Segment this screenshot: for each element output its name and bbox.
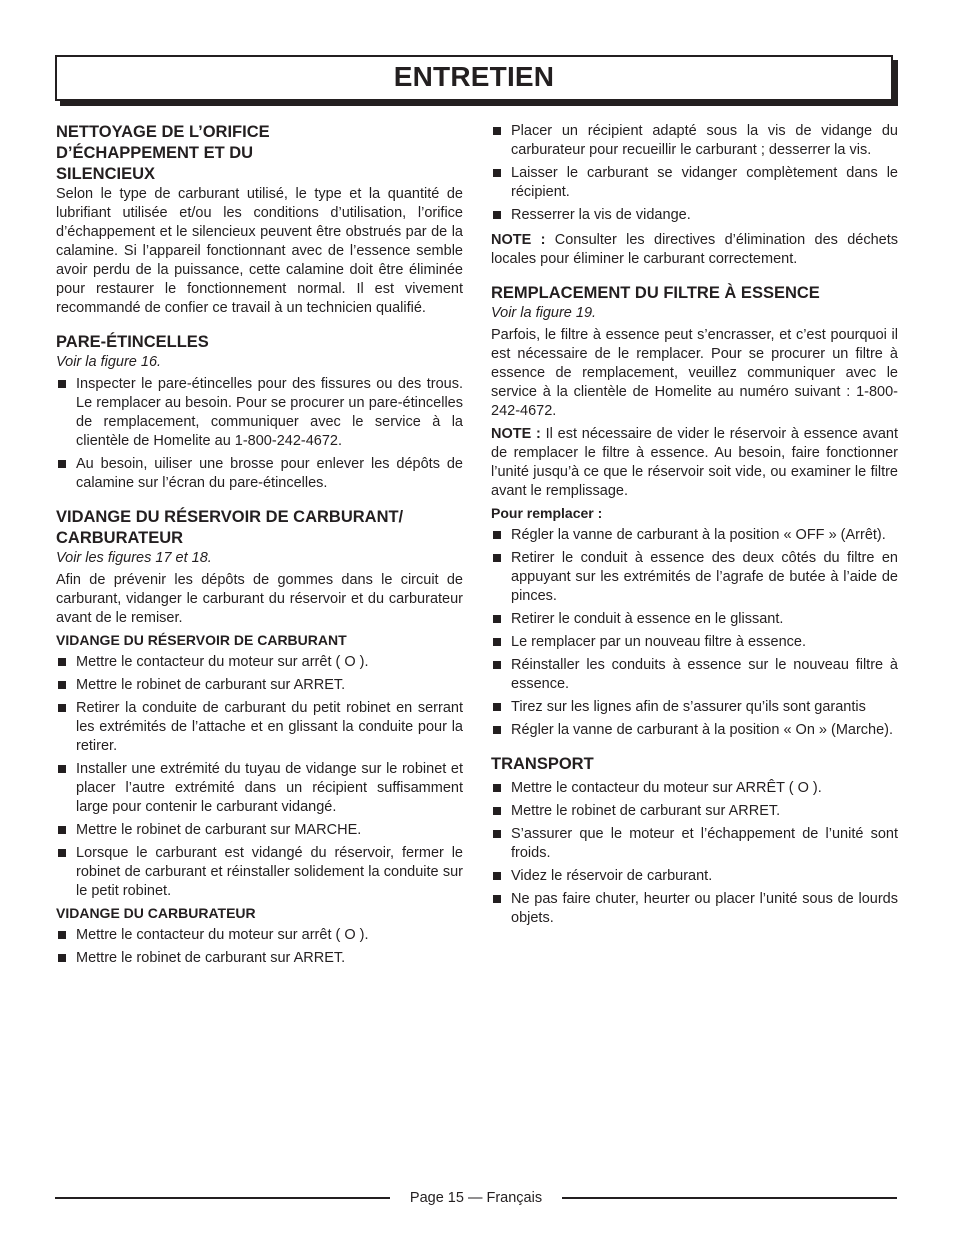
note: [491, 425, 898, 501]
list-item: Mettre le robinet de carburant sur ARRET.: [491, 802, 898, 821]
list-item: Retirer la conduite de carburant du petit robinet en serrant les extrémités de l’attache et en glissant la conduite pour la retirer.: [56, 699, 463, 756]
note: [491, 231, 898, 269]
list-item: Videz le réservoir de carburant.: [491, 867, 898, 886]
square-bullet-icon: [493, 726, 501, 734]
list-item: Régler la vanne de carburant à la position « OFF » (Arrêt).: [491, 526, 898, 545]
list-item: S’assurer que le moteur et l’échappement de l’unité sont froids.: [491, 825, 898, 863]
square-bullet-icon: [493, 169, 501, 177]
subheading: VIDANGE DU CARBURATEUR: [56, 905, 256, 921]
square-bullet-icon: [58, 380, 66, 388]
square-bullet-icon: [58, 658, 66, 666]
subheading: VIDANGE DU RÉSERVOIR DE CARBURANT: [56, 632, 347, 648]
figure-reference: Voir la figure 19.: [491, 305, 597, 321]
list-item: Au besoin, uiliser une brosse pour enlever les dépôts de calamine sur l’écran du pare-étincelles.: [56, 455, 463, 493]
page-title: ENTRETIEN: [393, 61, 555, 92]
list-item: Resserrer la vis de vidange.: [491, 206, 898, 225]
section-fuel-filter: [491, 283, 898, 740]
note-label: NOTE :: [491, 426, 541, 442]
section-exhaust-cleaning: [56, 122, 463, 318]
left-column: [56, 122, 463, 982]
section-heading: PARE-ÉTINCELLES: [56, 333, 209, 351]
square-bullet-icon: [493, 807, 501, 815]
list-item: Retirer le conduit à essence en le glissant.: [491, 610, 898, 629]
list-item: Mettre le contacteur du moteur sur arrêt ( O ).: [56, 653, 463, 672]
bullet-list: [491, 779, 898, 928]
square-bullet-icon: [58, 765, 66, 773]
square-bullet-icon: [493, 211, 501, 219]
square-bullet-icon: [493, 895, 501, 903]
section-body: Afin de prévenir les dépôts de gommes dans le circuit de carburant, vidanger le carburant du réservoir et du carburateur avant de le remiser.: [56, 572, 463, 626]
bullet-list: [491, 526, 898, 740]
square-bullet-icon: [493, 127, 501, 135]
square-bullet-icon: [58, 704, 66, 712]
square-bullet-icon: [493, 784, 501, 792]
list-item: Inspecter le pare-étincelles pour des fissures ou des trous. Le remplacer au besoin. Pour se procurer un pare-étincelles de remplacement, communiquer avec le service à la clientèle de Homelite au 1-800-242-4672.: [56, 375, 463, 451]
list-item: Le remplacer par un nouveau filtre à essence.: [491, 633, 898, 652]
note-text: Consulter les directives d’élimination des déchets locales pour éliminer le carburant correctement.: [491, 232, 898, 267]
bullet-list: [56, 653, 463, 901]
square-bullet-icon: [493, 554, 501, 562]
section-body: Parfois, le filtre à essence peut s’encrasser, et c’est pourquoi il est nécessaire de le remplacer. Pour se procurer un filtre à essence de remplacement, veuillez communiquer avec le service à la clientèle de Homelite au numéro suivant : 1-800-242-4672.: [491, 327, 898, 419]
note-text: Il est nécessaire de vider le réservoir à essence avant de remplacer le filtre à essence. Au besoin, faire fonctionner l’unité jusqu’à ce que le réservoir soit vide, ou examiner le filtre avant le remplissage.: [491, 426, 898, 499]
list-item: Laisser le carburant se vidanger complètement dans le récipient.: [491, 164, 898, 202]
square-bullet-icon: [493, 615, 501, 623]
square-bullet-icon: [58, 826, 66, 834]
note-label: NOTE :: [491, 232, 546, 248]
square-bullet-icon: [58, 931, 66, 939]
list-item: Mettre le contacteur du moteur sur arrêt ( O ).: [56, 926, 463, 945]
figure-reference: Voir la figure 16.: [56, 354, 162, 370]
list-item: Mettre le contacteur du moteur sur ARRÊT ( O ).: [491, 779, 898, 798]
square-bullet-icon: [493, 872, 501, 880]
footer-rule-right: [562, 1197, 897, 1199]
list-item: Retirer le conduit à essence des deux côtés du filtre en appuyant sur les extrémités de l’agrafe de butée à l’aide de pinces.: [491, 549, 898, 606]
list-item: Placer un récipient adapté sous la vis de vidange du carburateur pour recueillir le carburant ; desserrer la vis.: [491, 122, 898, 160]
list-item: Lorsque le carburant est vidangé du réservoir, fermer le robinet de carburant et réinstaller solidement la conduite sur le petit robinet.: [56, 844, 463, 901]
figure-reference: Voir les figures 17 et 18.: [56, 550, 212, 566]
square-bullet-icon: [493, 531, 501, 539]
bullet-list: [491, 122, 898, 225]
section-heading: VIDANGE DU RÉSERVOIR DE CARBURANT/ CARBURATEUR: [56, 508, 404, 547]
section-fuel-drain: [56, 507, 463, 968]
list-item: Réinstaller les conduits à essence sur le nouveau filtre à essence.: [491, 656, 898, 694]
square-bullet-icon: [493, 703, 501, 711]
section-heading: TRANSPORT: [491, 755, 594, 773]
square-bullet-icon: [493, 830, 501, 838]
list-item: Régler la vanne de carburant à la position « On » (Marche).: [491, 721, 898, 740]
list-item: Mettre le robinet de carburant sur ARRET.: [56, 949, 463, 968]
list-item: Tirez sur les lignes afin de s’assurer qu’ils sont garantis: [491, 698, 898, 717]
section-spark-arrestor: [56, 332, 463, 493]
square-bullet-icon: [493, 661, 501, 669]
footer-rule-left: [55, 1197, 390, 1199]
section-transport: [491, 754, 898, 928]
square-bullet-icon: [58, 681, 66, 689]
square-bullet-icon: [58, 954, 66, 962]
section-heading: REMPLACEMENT DU FILTRE À ESSENCE: [491, 284, 820, 302]
square-bullet-icon: [58, 460, 66, 468]
subheading: Pour remplacer :: [491, 505, 603, 521]
section-heading: NETTOYAGE DE L’ORIFICE D’ÉCHAPPEMENT ET DU SILENCIEUX: [56, 123, 270, 183]
list-item: Installer une extrémité du tuyau de vidange sur le robinet et placer l’autre extrémité dans un récipient suffisamment large pour contenir le carburant vidangé.: [56, 760, 463, 817]
list-item: Mettre le robinet de carburant sur ARRET.: [56, 676, 463, 695]
right-column: [491, 122, 898, 942]
list-item: Ne pas faire chuter, heurter ou placer l’unité sous de lourds objets.: [491, 890, 898, 928]
list-item: Mettre le robinet de carburant sur MARCHE.: [56, 821, 463, 840]
section-body: Selon le type de carburant utilisé, le type et la quantité de lubrifiant utilisée et/ou les conditions d’utilisation, l’orifice d’échappement et le silencieux peuvent être obstrués par de la calamine. Si l’appareil fonctionnant avec de l’essence semble avoir perdu de la puissance, cette calamine doit être éliminée pour restaurer le fonctionnement normal. Il est vivement recommandé de confier ce travail à un technicien qualifié.: [56, 186, 463, 316]
square-bullet-icon: [58, 849, 66, 857]
page-title-box: [55, 55, 893, 101]
bullet-list: [56, 375, 463, 493]
square-bullet-icon: [493, 638, 501, 646]
page-footer: Page 15 — Français: [409, 1190, 543, 1206]
bullet-list: [56, 926, 463, 968]
